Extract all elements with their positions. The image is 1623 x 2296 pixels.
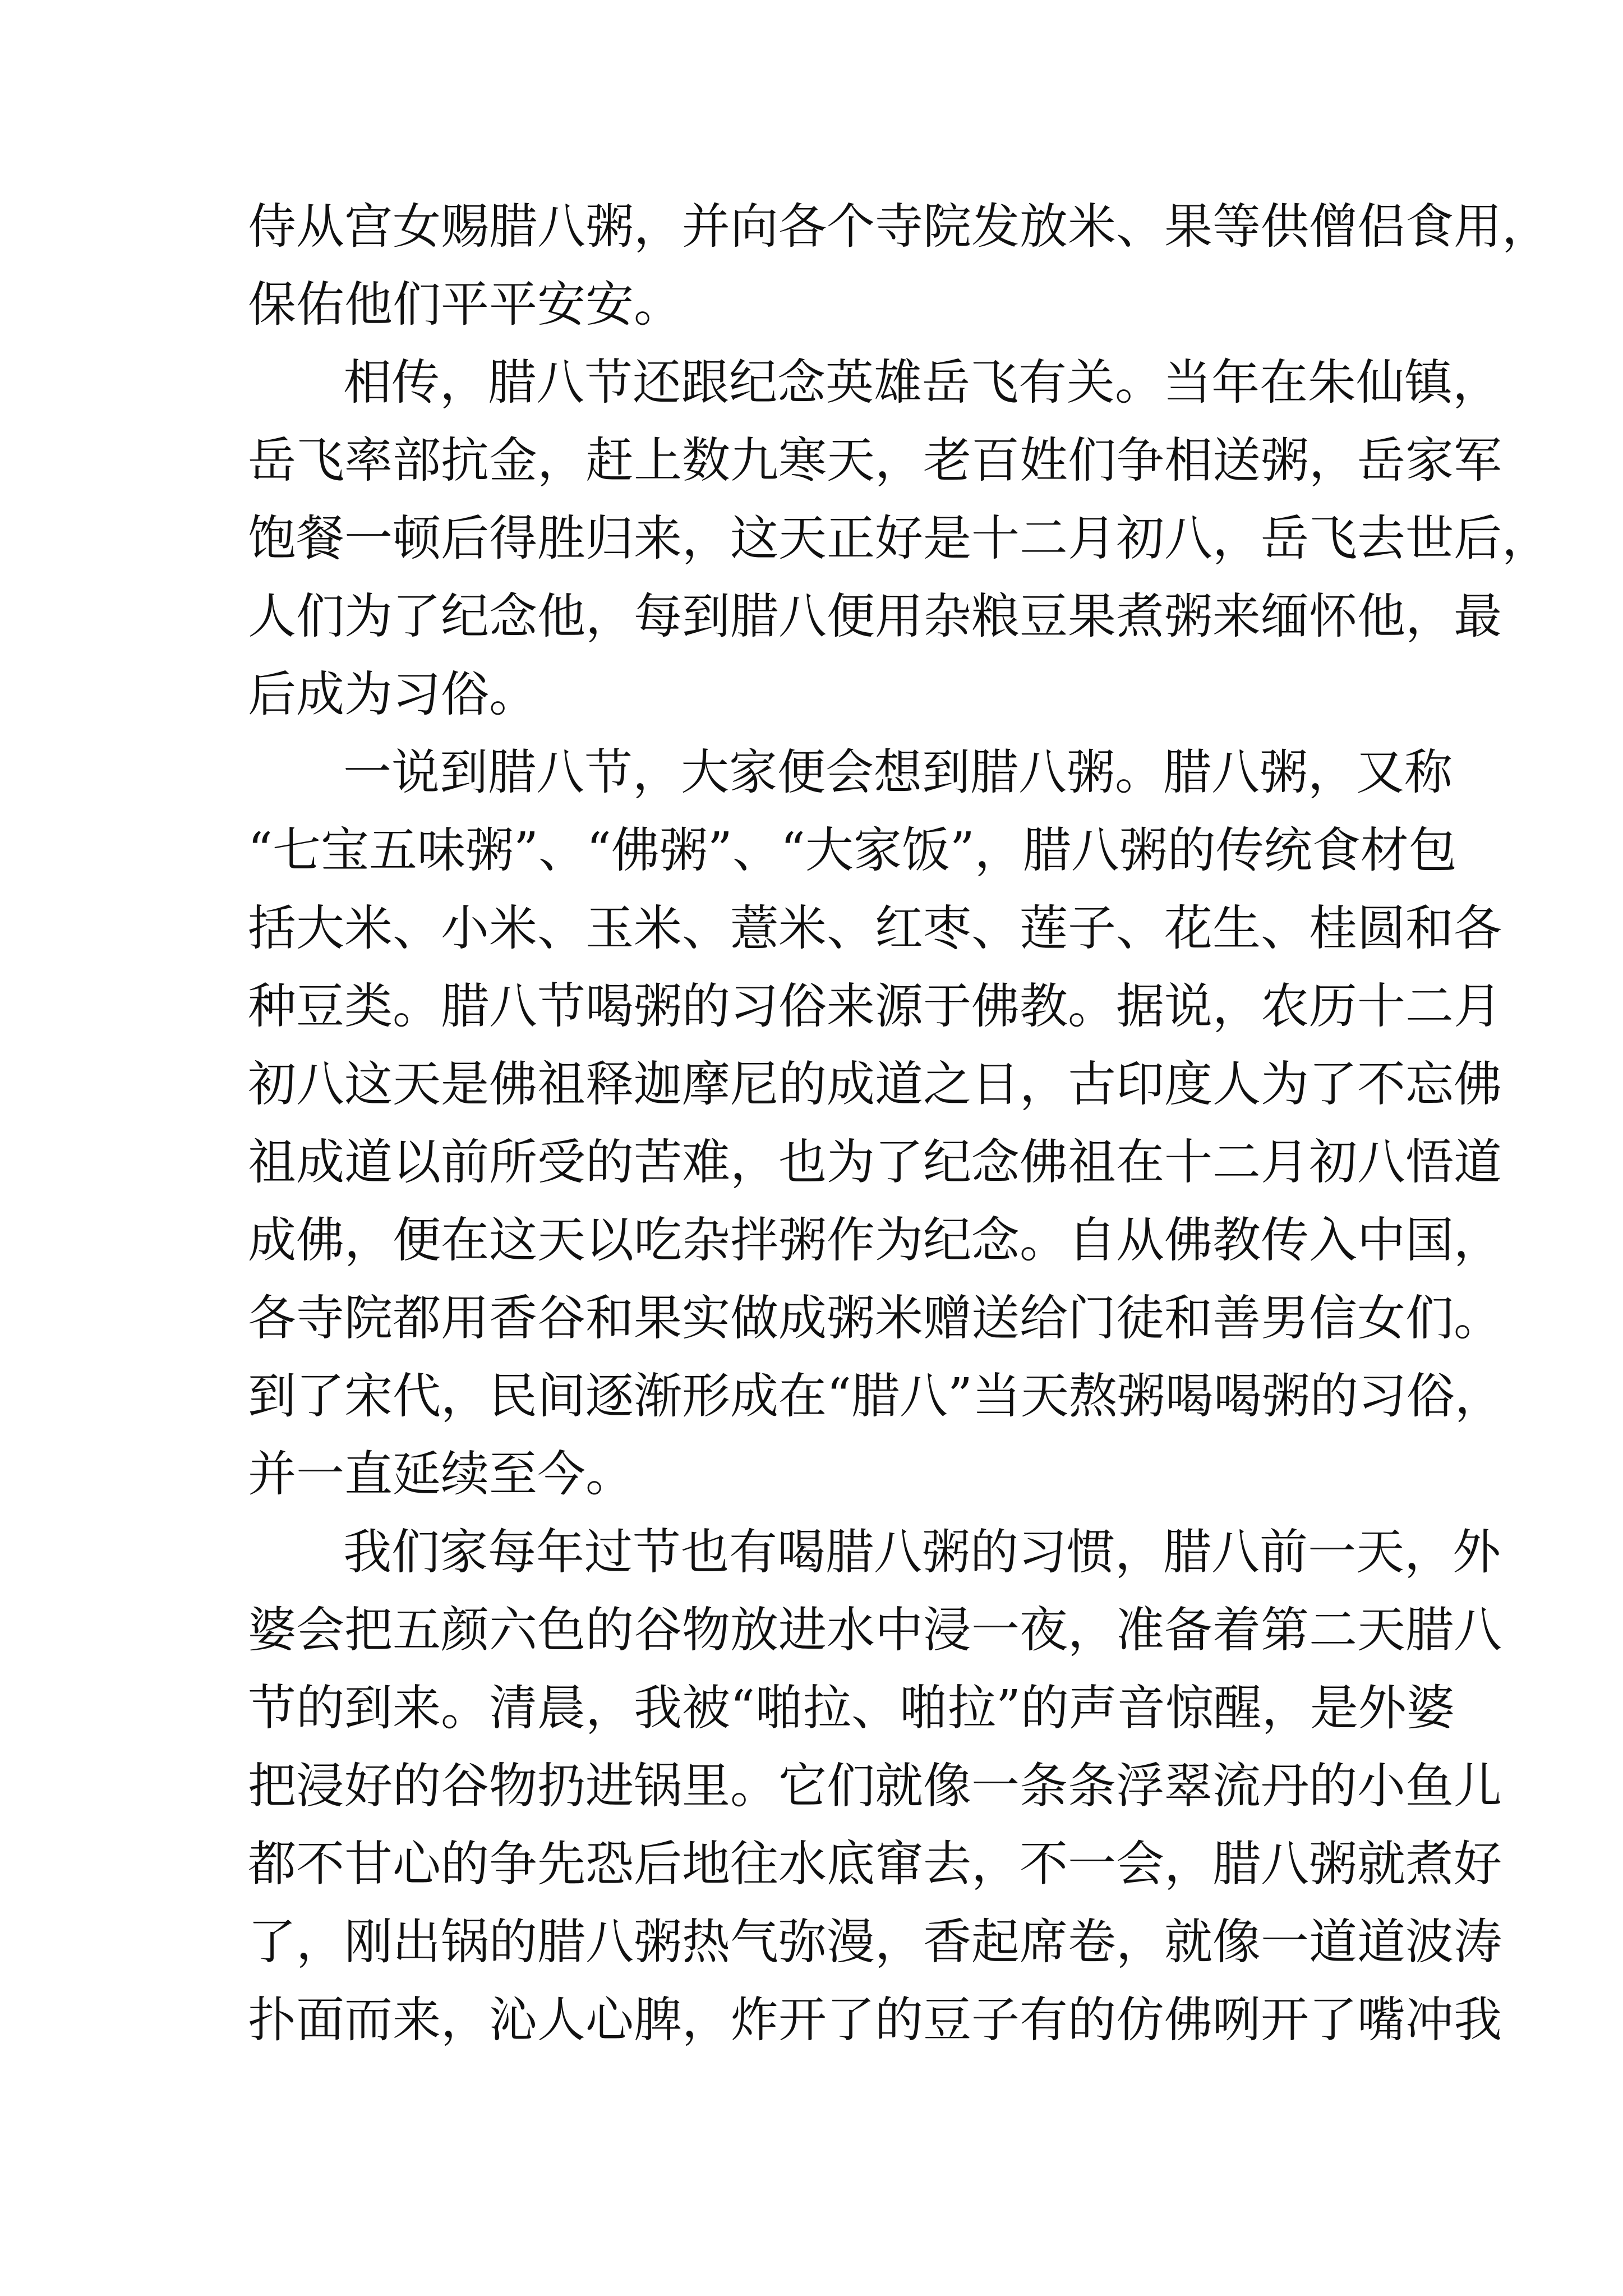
text-line: 婆会把五颜六色的谷物放进水中浸一夜，准备着第二天腊八 <box>248 1602 1502 1658</box>
text-line: 后成为习俗。 <box>248 666 537 723</box>
text-line: 我们家每年过节也有喝腊八粥的习惯，腊八前一天，外 <box>343 1524 1501 1580</box>
text-line: 饱餐一顿后得胜归来，这天正好是十二月初八，岳飞去世后， <box>248 510 1550 567</box>
text-line: 种豆类。腊八节喝粥的习俗来源于佛教。据说，农历十二月 <box>248 978 1502 1034</box>
text-line: 岳飞率部抗金，赶上数九寒天，老百姓们争相送粥，岳家军 <box>248 432 1502 489</box>
text-line: 相传，腊八节还跟纪念英雄岳飞有关。当年在朱仙镇， <box>343 355 1501 411</box>
text-line: 并一直延续至今。 <box>248 1446 634 1502</box>
paragraph <box>248 188 1550 344</box>
text-line: 初八这天是佛祖释迦摩尼的成道之日，古印度人为了不忘佛 <box>248 1056 1502 1112</box>
text-line: 到了宋代，民间逐渐形成在“腊八”当天熬粥喝喝粥的习俗， <box>248 1368 1503 1424</box>
text-line: 节的到来。清晨，我被“啪拉、啪拉”的声音惊醒，是外婆 <box>248 1680 1455 1736</box>
paragraph <box>248 344 1550 734</box>
text-line: 人们为了纪念他，每到腊八便用杂粮豆果煮粥来缅怀他，最 <box>248 588 1502 645</box>
text-line: 了，刚出锅的腊八粥热气弥漫，香起席卷，就像一道道波涛 <box>248 1914 1502 1970</box>
text-line: 保佑他们平平安安。 <box>248 277 682 333</box>
paragraph <box>248 1513 1502 2059</box>
text-line: 成佛，便在这天以吃杂拌粥作为纪念。自从佛教传入中国， <box>248 1212 1502 1268</box>
text-line: 一说到腊八节，大家便会想到腊八粥。腊八粥，又称 <box>343 744 1453 800</box>
text-line: 侍从宫女赐腊八粥，并向各个寺院发放米、果等供僧侣食用， <box>248 199 1550 255</box>
text-line: “七宝五味粥”、“佛粥”、“大家饭”，腊八粥的传统食材包 <box>248 822 1457 878</box>
text-line: 都不甘心的争先恐后地往水底窜去，不一会，腊八粥就煮好 <box>248 1836 1502 1892</box>
paragraph <box>248 734 1503 1513</box>
text-line: 祖成道以前所受的苦难，也为了纪念佛祖在十二月初八悟道 <box>248 1134 1502 1190</box>
text-line: 扑面而来，沁人心脾，炸开了的豆子有的仿佛咧开了嘴冲我 <box>248 1992 1502 2048</box>
text-line: 各寺院都用香谷和果实做成粥米赠送给门徒和善男信女们。 <box>248 1290 1502 1346</box>
body-text <box>248 188 1550 2059</box>
text-line: 把浸好的谷物扔进锅里。它们就像一条条浮翠流丹的小鱼儿 <box>248 1758 1502 1814</box>
text-line: 括大米、小米、玉米、薏米、红枣、莲子、花生、桂圆和各 <box>248 900 1502 956</box>
